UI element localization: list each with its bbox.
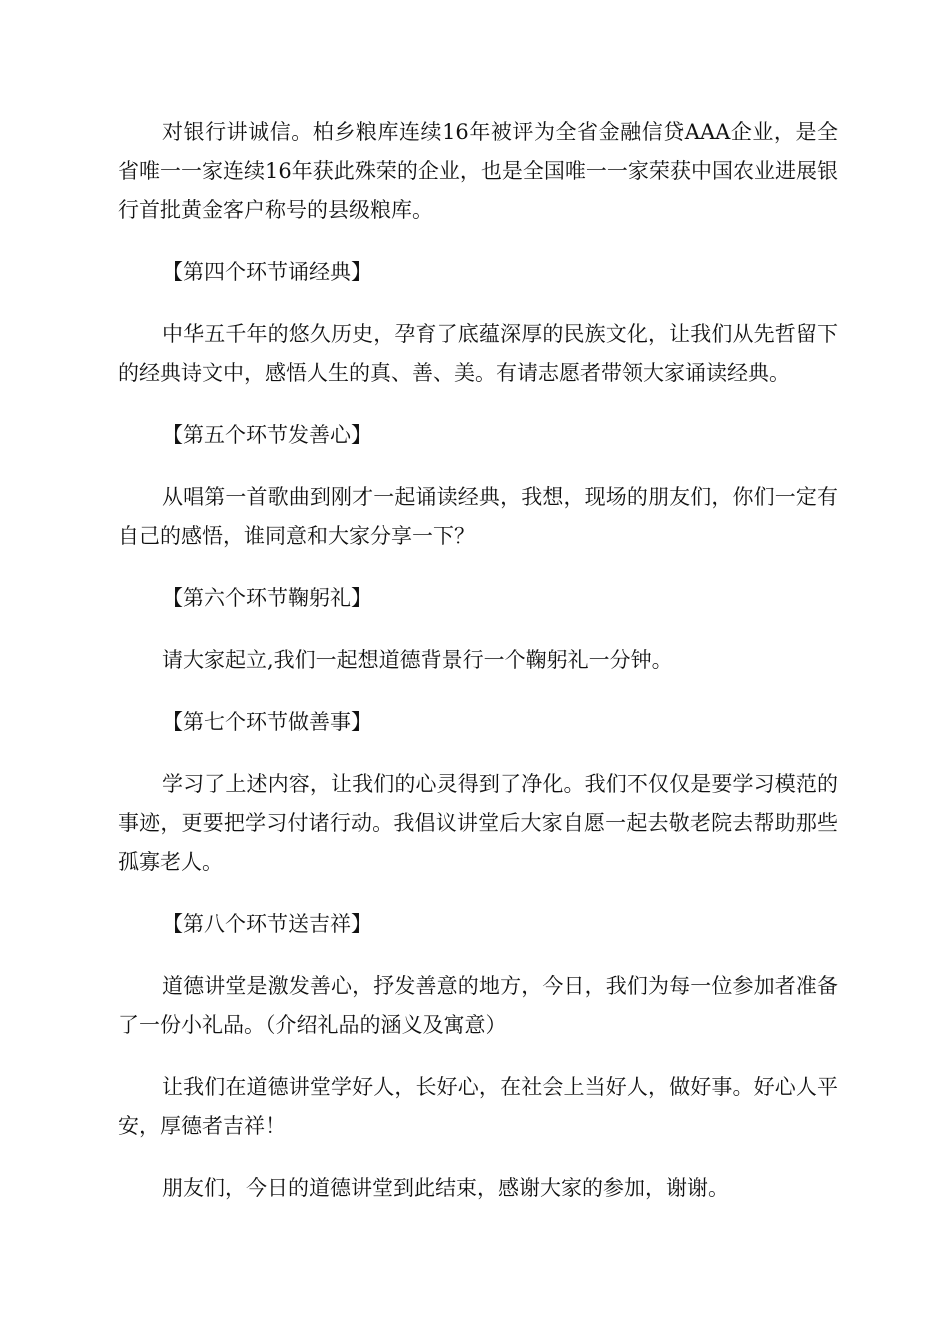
- paragraph-bow: 请大家起立,我们一起想道德背景行一个鞠躬礼一分钟。: [162, 648, 673, 672]
- section-heading-5: 【第五个环节发善心】: [162, 423, 372, 447]
- paragraph-good-deeds: 学习了上述内容，让我们的心灵得到了净化。我们不仅仅是要学习模范的事迹，更要把学习付诸行动。我倡议讲堂后大家自愿一起去敬老院去帮助那些孤寡老人。: [118, 772, 838, 874]
- paragraph-kindness: 从唱第一首歌曲到刚才一起诵读经典，我想，现场的朋友们，你们一定有自己的感悟，谁同意和大家分享一下？: [118, 485, 838, 548]
- document-body: [118, 113, 838, 1231]
- section-heading-6: 【第六个环节鞠躬礼】: [162, 586, 372, 610]
- paragraph-gifts: 道德讲堂是激发善心，抒发善意的地方，今日，我们为每一位参加者准备了一份小礼品。（介绍礼品的涵义及寓意）: [118, 974, 838, 1037]
- paragraph-closing: 朋友们，今日的道德讲堂到此结束，感谢大家的参加，谢谢。: [162, 1176, 729, 1200]
- paragraph-classics: 中华五千年的悠久历史，孕育了底蕴深厚的民族文化，让我们从先哲留下的经典诗文中，感悟人生的真、善、美。有请志愿者带领大家诵读经典。: [118, 322, 838, 385]
- section-heading-4: 【第四个环节诵经典】: [162, 260, 372, 284]
- section-heading-8: 【第八个环节送吉祥】: [162, 912, 372, 936]
- paragraph-bank-integrity: 对银行讲诚信。柏乡粮库连续16年被评为全省金融信贷AAA企业，是全省唯一一家连续16年获此殊荣的企业，也是全国唯一一家荣获中国农业进展银行首批黄金客户称号的县级粮库。: [118, 120, 838, 222]
- paragraph-good-people: 让我们在道德讲堂学好人，长好心，在社会上当好人，做好事。好心人平安，厚德者吉祥！: [118, 1075, 838, 1138]
- section-heading-7: 【第七个环节做善事】: [162, 710, 372, 734]
